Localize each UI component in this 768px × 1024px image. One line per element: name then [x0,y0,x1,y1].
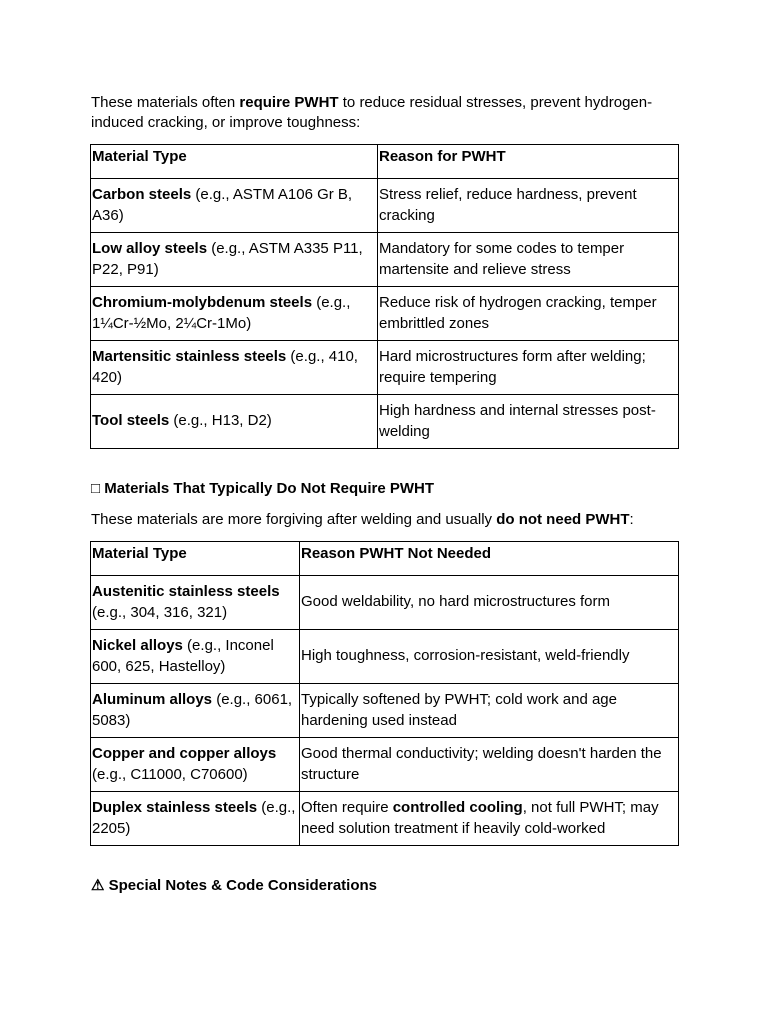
table-row [91,576,679,630]
intro-text: These materials often [91,94,240,111]
material-cell [91,287,378,341]
material-name: Aluminum alloys [92,691,213,708]
reason-bold-text: controlled cooling [392,799,523,816]
check-icon: □ [91,480,101,497]
table-row [91,179,679,233]
table-row [91,341,679,395]
column-header: Reason for PWHT [378,145,679,179]
reason-cell: Hard microstructures form after welding; require tempering [378,341,679,395]
material-cell [91,792,300,846]
intro-text-end: : [629,511,634,528]
material-cell [91,684,300,738]
material-examples: (e.g., ASTM A335 P11, P22, P91) [92,240,363,278]
material-examples: (e.g., Inconel 600, 625, Hastelloy) [92,637,274,675]
material-cell [91,576,300,630]
reason-cell: Mandatory for some codes to temper martensite and relieve stress [378,233,679,287]
material-examples: (e.g., H13, D2) [169,412,272,430]
reason-cell: High toughness, corrosion-resistant, weld-friendly [300,630,679,684]
section-heading-no-pwht [91,479,434,499]
table-header-row [91,145,679,179]
material-examples: (e.g., 2205) [92,799,296,837]
table-row [91,233,679,287]
material-cell [91,395,378,449]
material-examples: (e.g., 6061, 5083) [92,691,293,729]
intro-text-end: to reduce residual stresses, prevent hydrogen-induced cracking, or improve toughness: [91,94,653,131]
material-name: Tool steels [92,412,170,430]
reason-cell [300,792,679,846]
section-heading-special-notes [91,876,377,896]
material-name: Martensitic stainless steels [92,348,287,365]
material-cell [91,738,300,792]
reason-text: Often require [301,799,393,816]
table-row [91,738,679,792]
material-cell [91,179,378,233]
intro-paragraph-no-pwht [91,510,681,530]
material-examples: (e.g., 304, 316, 321) [92,603,228,621]
material-cell [91,341,378,395]
material-examples: (e.g., 1¼Cr-½Mo, 2¼Cr-1Mo) [92,294,351,332]
column-header: Reason PWHT Not Needed [300,542,679,576]
requires-pwht-table [90,144,679,449]
table-row [91,792,679,846]
material-name: Duplex stainless steels [92,799,258,816]
reason-cell: Reduce risk of hydrogen cracking, temper embrittled zones [378,287,679,341]
intro-bold-text: do not need PWHT [496,511,630,528]
material-name: Low alloy steels [92,240,208,257]
table-header-row [91,542,679,576]
material-name: Copper and copper alloys [92,745,277,762]
material-name: Carbon steels [92,186,192,203]
intro-paragraph-requires-pwht [91,93,681,133]
reason-cell: Typically softened by PWHT; cold work and age hardening used instead [300,684,679,738]
intro-bold-text: require PWHT [239,94,339,111]
reason-cell: Good thermal conductivity; welding doesn't harden the structure [300,738,679,792]
table-row [91,395,679,449]
reason-cell: Good weldability, no hard microstructures form [300,576,679,630]
material-name: Nickel alloys [92,637,183,654]
reason-cell: High hardness and internal stresses post-welding [378,395,679,449]
no-pwht-table [90,541,679,846]
column-header: Material Type [91,145,378,179]
table-row [91,684,679,738]
material-cell [91,630,300,684]
reason-text-end: , not full PWHT; may need solution treatment if heavily cold-worked [301,799,659,837]
material-name: Chromium-molybdenum steels [92,294,313,311]
table-row [91,630,679,684]
column-header: Material Type [91,542,300,576]
material-examples: (e.g., 410, 420) [92,348,358,386]
section-heading-text: Special Notes & Code Considerations [104,877,378,894]
material-cell [91,233,378,287]
material-name: Austenitic stainless steels [92,583,280,600]
warning-icon: ⚠ [91,877,105,894]
section-heading-text: Materials That Typically Do Not Require PWHT [100,480,435,497]
material-examples: (e.g., ASTM A106 Gr B, A36) [92,186,353,224]
table-row [91,287,679,341]
material-examples: (e.g., C11000, C70600) [92,765,248,783]
intro-text: These materials are more forgiving after welding and usually [91,511,497,528]
reason-cell: Stress relief, reduce hardness, prevent cracking [378,179,679,233]
